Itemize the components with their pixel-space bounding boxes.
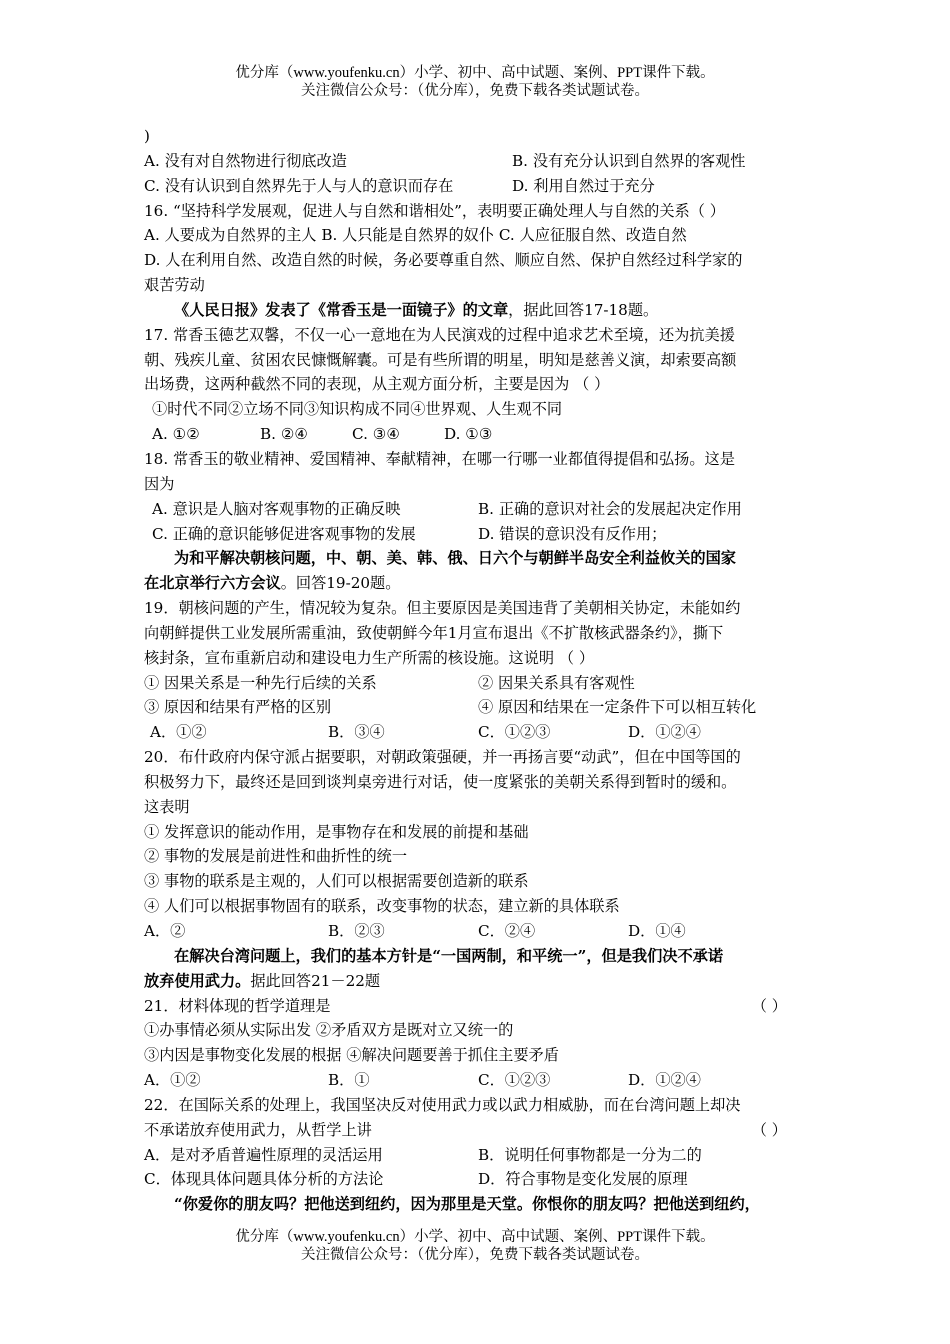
- q17-option-a: A. ①②: [152, 425, 200, 444]
- q19-option-b: B．③④: [328, 723, 385, 742]
- q22-options-ab: [144, 1143, 809, 1168]
- footer-line-2: 关注微信公众号：（优分库），免费下载各类试题试卷。: [301, 1247, 649, 1263]
- header-line-2: 关注微信公众号：（优分库），免费下载各类试题试卷。: [301, 83, 649, 99]
- material-19-20-tail: 。回答19-20题。: [280, 574, 401, 593]
- q21-answer-paren: （ ）: [751, 996, 787, 1015]
- q17-option-b: B. ②④: [260, 425, 309, 444]
- q19-option-c: C．①②③: [478, 723, 551, 742]
- q19-item-3: ③ 原因和结果有严格的区别: [144, 698, 332, 717]
- q20-item-2: ② 事物的发展是前进性和曲折性的统一: [144, 847, 408, 866]
- q19-item-4: ④ 原因和结果在一定条件下可以相互转化: [478, 698, 757, 717]
- material-19-20-bold: 在北京举行六方会议: [144, 574, 281, 593]
- q20-item-4: ④ 人们可以根据事物固有的联系，改变事物的状态，建立新的具体联系: [144, 897, 620, 916]
- q18-option-d: D. 错误的意识没有反作用；: [478, 524, 667, 543]
- q21-items-row-1: ①办事情必须从实际出发 ②矛盾双方是既对立又统一的: [144, 1021, 514, 1040]
- q20-item-1: ① 发挥意识的能动作用，是事物存在和发展的前提和基础: [144, 822, 529, 841]
- material-23-line-1: “你爱你的朋友吗？把他送到纽约，因为那里是天堂。你恨你的朋友吗？把他送到纽约，: [174, 1195, 760, 1214]
- q19-item-1: ① 因果关系是一种先行后续的关系: [144, 673, 377, 692]
- q22-stem-row-2: [144, 1118, 809, 1143]
- material-17-18-tail: ，据此回答17-18题。: [508, 300, 659, 319]
- page-footer: [0, 1228, 950, 1264]
- q18-option-c: C. 正确的意识能够促进客观事物的发展: [152, 524, 416, 543]
- q18-options-cd: [144, 522, 809, 547]
- q20-option-d: D．①④: [628, 922, 686, 940]
- q17-stem-line-3: 出场费，这两种截然不同的表现，从主观方面分析，主要是因为 （ ）: [144, 375, 610, 394]
- q21-stem: 21．材料体现的哲学道理是: [144, 996, 331, 1015]
- q20-option-a: A．②: [144, 922, 186, 940]
- material-17-18-bold: 《人民日报》发表了《常香玉是一面镜子》的文章: [174, 300, 509, 319]
- q19-stem-line-1: 19．朝核问题的产生，情况较为复杂。但主要原因是美国违背了美朝相关协定，未能如约: [144, 599, 741, 618]
- material-21-22-tail: 据此回答21－22题: [250, 971, 381, 990]
- q18-option-b: B. 正确的意识对社会的发展起决定作用: [478, 499, 742, 518]
- page-header: [0, 64, 950, 100]
- q15-option-c: C. 没有认识到自然界先于人与人的意识而存在: [144, 176, 454, 195]
- footer-line-1: 优分库（www.youfenku.cn）小学、初中、高中试题、案例、PPT课件下载。: [235, 1229, 715, 1245]
- q15-option-d: D. 利用自然过于充分: [512, 176, 655, 195]
- q17-stem-line-1: 17. 常香玉德艺双馨，不仅一心一意地在为人民演戏的过程中追求艺术至境，还为抗美援: [144, 325, 735, 344]
- q22-option-c: C．体现具体问题具体分析的方法论: [144, 1170, 384, 1189]
- q17-option-d: D. ①③: [444, 425, 493, 444]
- q21-option-a: A．①②: [144, 1071, 201, 1090]
- q16-option-d-line-2: 艰苦劳动: [144, 276, 205, 295]
- q15-options-ab: [144, 149, 809, 174]
- q18-stem-line-1: 18. 常香玉的敬业精神、爱国精神、奉献精神，在哪一行哪一业都值得提倡和弘扬。这是: [144, 449, 735, 468]
- q22-stem-line-1: 22．在国际关系的处理上，我国坚决反对使用武力或以武力相威胁，而在台湾问题上却决: [144, 1095, 741, 1114]
- q21-options: [144, 1068, 809, 1093]
- q16-stem: 16. “坚持科学发展观，促进人与自然和谐相处”，表明要正确处理人与自然的关系（ ）: [144, 201, 725, 220]
- q17-items: ①时代不同②立场不同③知识构成不同④世界观、人生观不同: [152, 400, 563, 419]
- q17-options: [144, 422, 809, 447]
- material-19-20-line-2: [144, 571, 809, 596]
- q17-option-c: C. ③④: [352, 425, 400, 444]
- q20-option-b: B．②③: [328, 922, 385, 940]
- q19-stem-line-2: 向朝鲜提供工业发展所需重油，致使朝鲜今年1月宣布退出《不扩散核武器条约》，撕下: [144, 623, 724, 642]
- q21-option-d: D．①②④: [628, 1071, 701, 1090]
- q22-answer-paren: （ ）: [751, 1120, 787, 1139]
- q20-item-3: ③ 事物的联系是主观的，人们可以根据需要创造新的联系: [144, 872, 529, 891]
- q15-option-a: A. 没有对自然物进行彻底改造: [144, 151, 347, 170]
- q21-option-c: C．①②③: [478, 1071, 551, 1090]
- material-19-20-line-1: 为和平解决朝核问题，中、朝、美、韩、俄、日六个与朝鲜半岛安全利益攸关的国家: [174, 549, 736, 568]
- material-17-18: [144, 298, 809, 323]
- q19-stem-line-3: 核封条，宣布重新启动和建设电力生产所需的核设施。这说明 （ ）: [144, 648, 595, 667]
- q20-options: [144, 919, 809, 944]
- q19-items-34: [144, 695, 809, 720]
- q22-stem-line-2: 不承诺放弃使用武力，从哲学上讲: [144, 1120, 372, 1139]
- q17-stem-line-2: 朝、残疾儿童、贫困农民慷慨解囊。可是有些所谓的明星，明知是慈善义演，却索要高额: [144, 350, 737, 369]
- material-21-22-line-2: [144, 969, 809, 994]
- q22-option-a: A．是对矛盾普遍性原理的灵活运用: [144, 1145, 383, 1164]
- q19-option-d: D．①②④: [628, 723, 701, 742]
- q21-option-b: B．①: [328, 1071, 370, 1090]
- q20-stem-line-3: 这表明: [144, 797, 190, 816]
- q22-option-d: D．符合事物是变化发展的原理: [478, 1170, 688, 1189]
- q21-stem-row: [144, 994, 809, 1019]
- q15-stem-end: ): [144, 127, 150, 145]
- q16-options-abc: A. 人要成为自然界的主人 B. 人只能是自然界的奴仆 C. 人应征服自然、改造自然: [144, 226, 687, 245]
- material-21-22-line-1: 在解决台湾问题上，我们的基本方针是“一国两制，和平统一”，但是我们决不承诺: [174, 946, 724, 965]
- header-line-1: 优分库（www.youfenku.cn）小学、初中、高中试题、案例、PPT课件下载。: [235, 65, 715, 81]
- q20-stem-line-1: 20．布什政府内保守派占据要职，对朝政策强硬，并一再扬言要“动武”，但在中国等国的: [144, 748, 741, 767]
- q20-stem-line-2: 积极努力下，最终还是回到谈判桌旁进行对话，使一度紧张的美朝关系得到暂时的缓和。: [144, 772, 737, 791]
- q19-option-a: A．①②: [150, 723, 207, 742]
- q18-options-ab: [144, 497, 809, 522]
- material-21-22-bold: 放弃使用武力。: [144, 971, 251, 990]
- q19-items-12: [144, 671, 809, 696]
- q21-items-row-2: ③内因是事物变化发展的根据 ④解决问题要善于抓住主要矛盾: [144, 1046, 559, 1065]
- q18-option-a: A. 意识是人脑对客观事物的正确反映: [152, 499, 401, 518]
- q22-options-cd: [144, 1167, 809, 1192]
- q16-option-d-line-1: D. 人在利用自然、改造自然的时候，务必要尊重自然、顺应自然、保护自然经过科学家的: [144, 251, 743, 270]
- q15-option-b: B. 没有充分认识到自然界的客观性: [512, 151, 746, 170]
- q18-stem-line-2: 因为: [144, 474, 175, 493]
- q20-option-c: C．②④: [478, 922, 536, 940]
- q19-options: [144, 720, 809, 745]
- q22-option-b: B．说明任何事物都是一分为二的: [478, 1145, 702, 1164]
- q15-options-cd: [144, 174, 809, 199]
- q19-item-2: ② 因果关系具有客观性: [478, 673, 635, 692]
- exam-body: [144, 124, 809, 1217]
